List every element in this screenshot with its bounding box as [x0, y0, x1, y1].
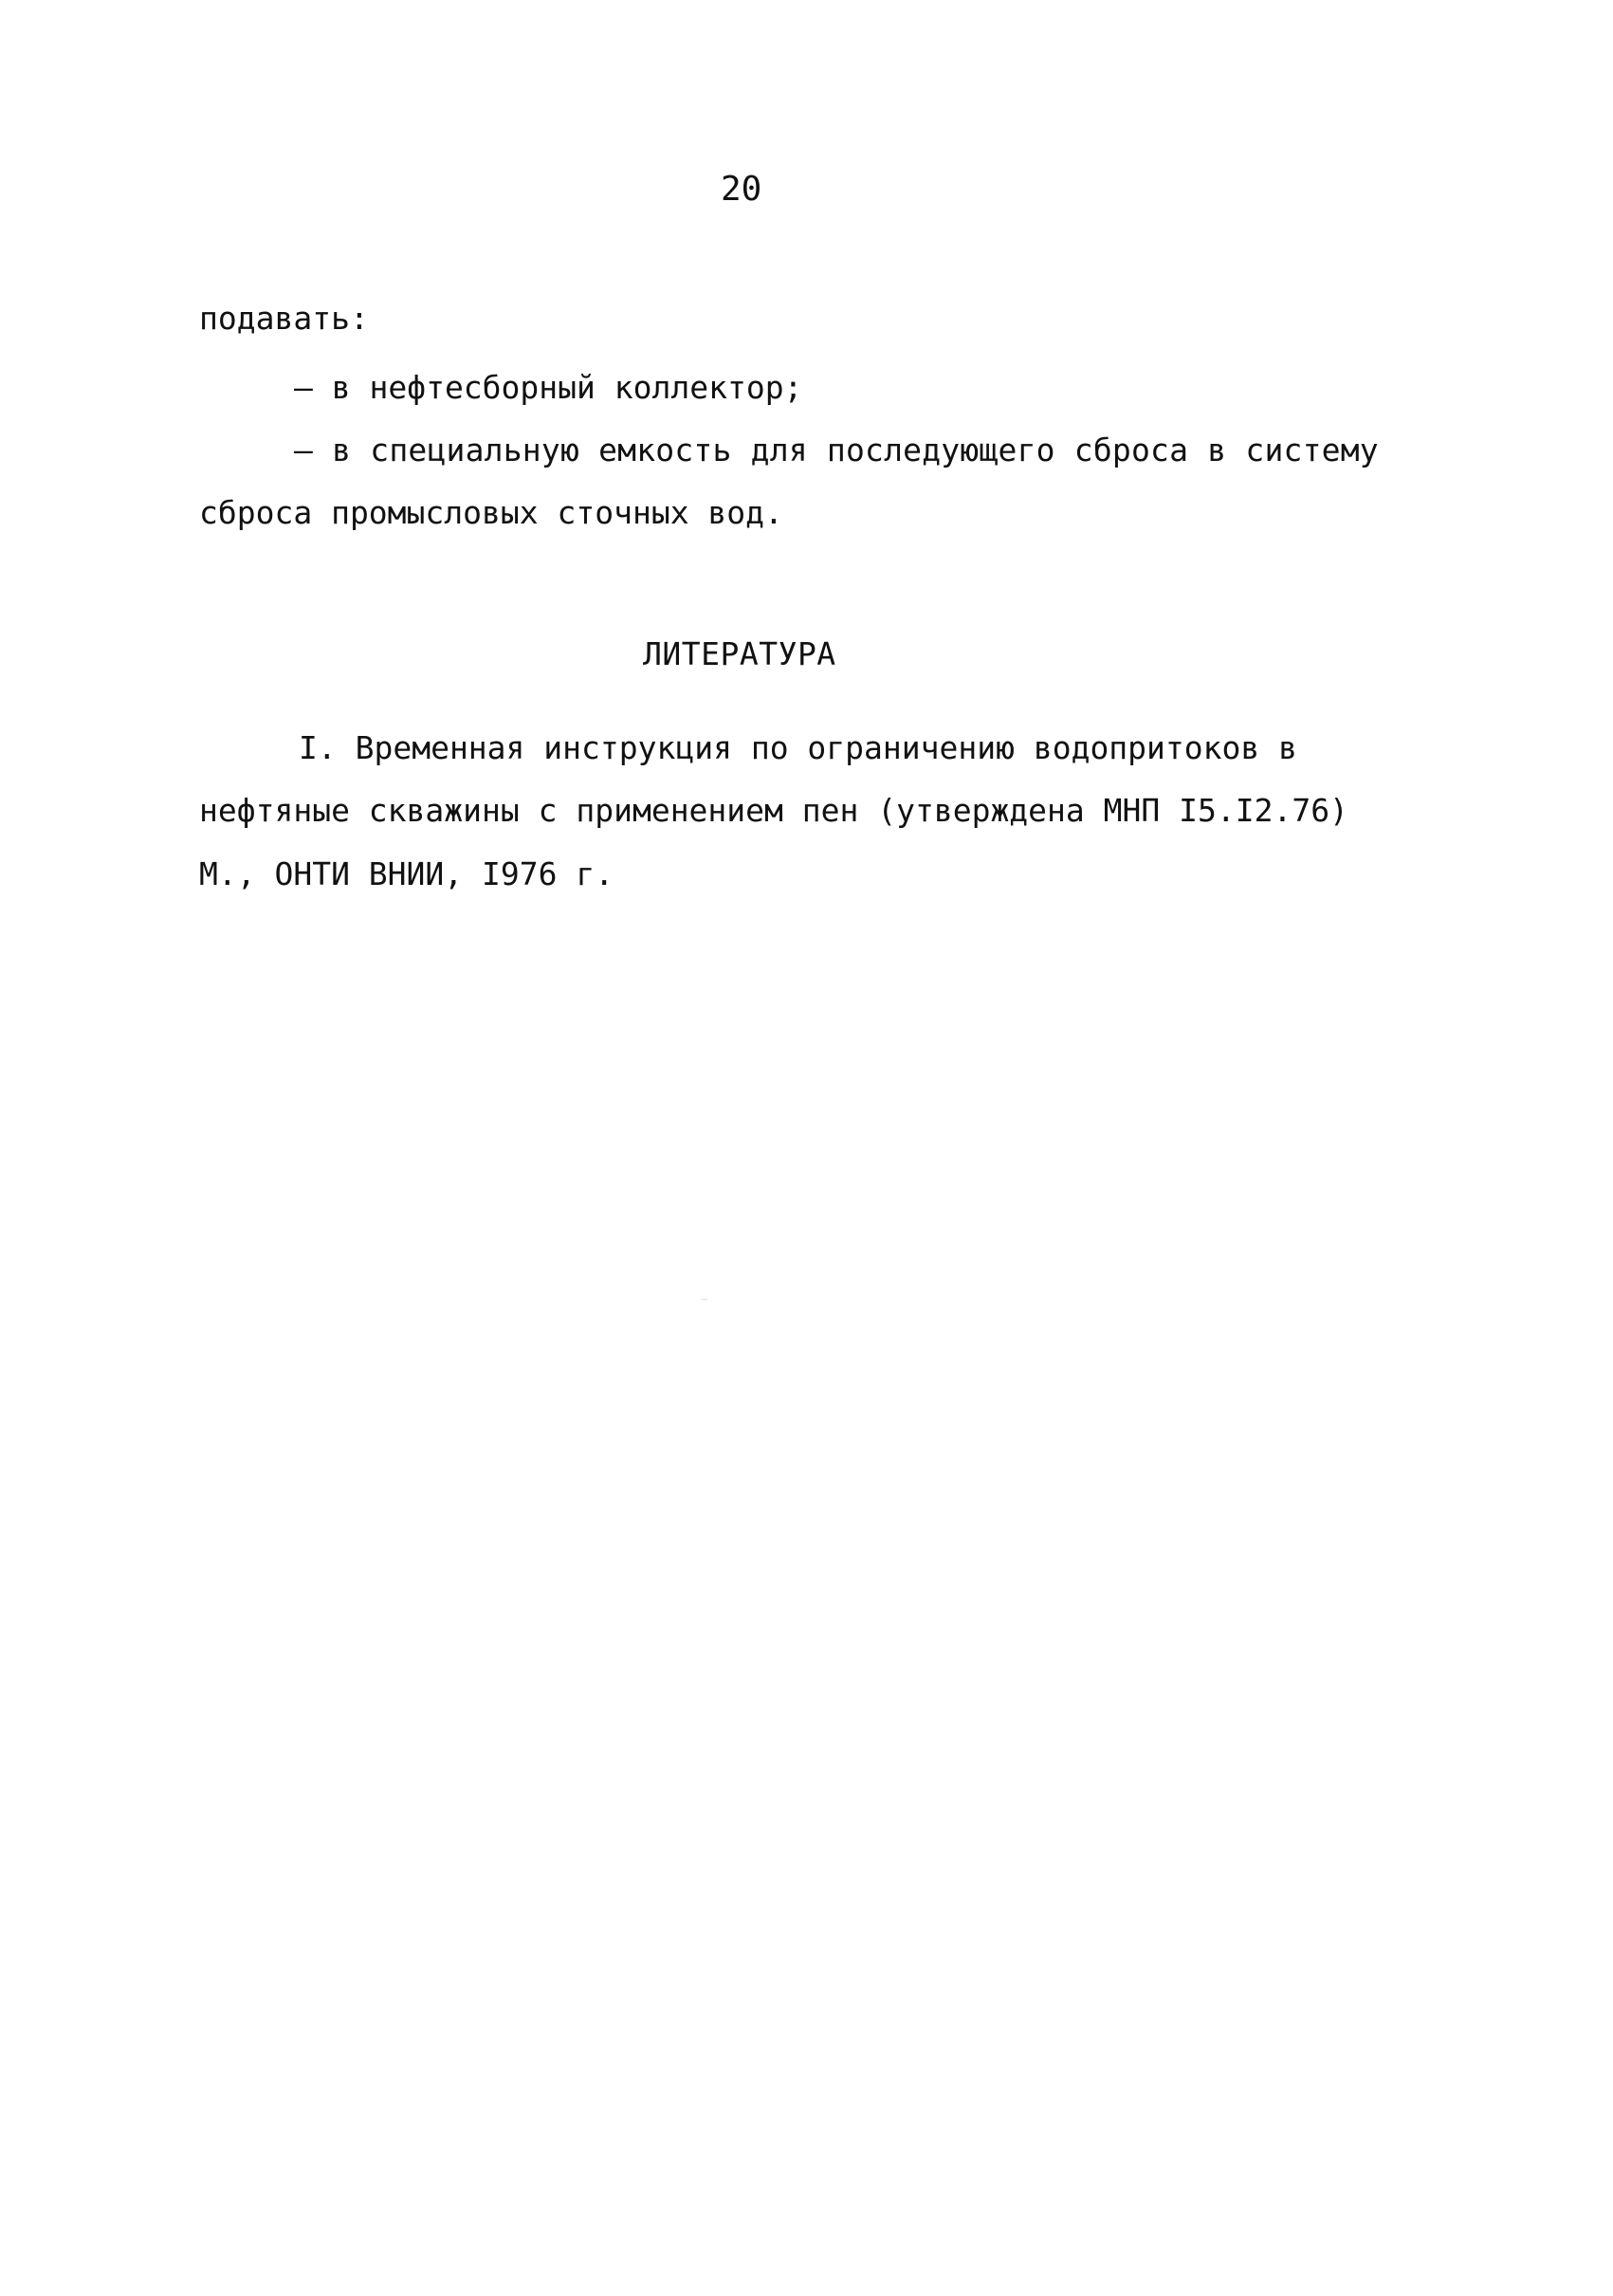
- list-item: – в нефтесборный коллектор;: [294, 369, 803, 406]
- scan-speck: [702, 1299, 707, 1300]
- page-number: 20: [721, 170, 762, 209]
- intro-text: подавать:: [199, 300, 369, 337]
- references-heading: ЛИТЕРАТУРА: [643, 635, 836, 672]
- list-item-continuation: сброса промысловых сточных вод.: [199, 494, 783, 531]
- reference-item-line: М., ОНТИ ВНИИ, I976 г.: [199, 855, 614, 892]
- list-item: – в специальную емкость для последующего сброса в систему: [294, 432, 1379, 468]
- reference-item-line: I. Временная инструкция по ограничению водопритоков в: [299, 729, 1297, 766]
- reference-item-line: нефтяные скважины с применением пен (утверждена МНП I5.I2.76): [199, 792, 1348, 829]
